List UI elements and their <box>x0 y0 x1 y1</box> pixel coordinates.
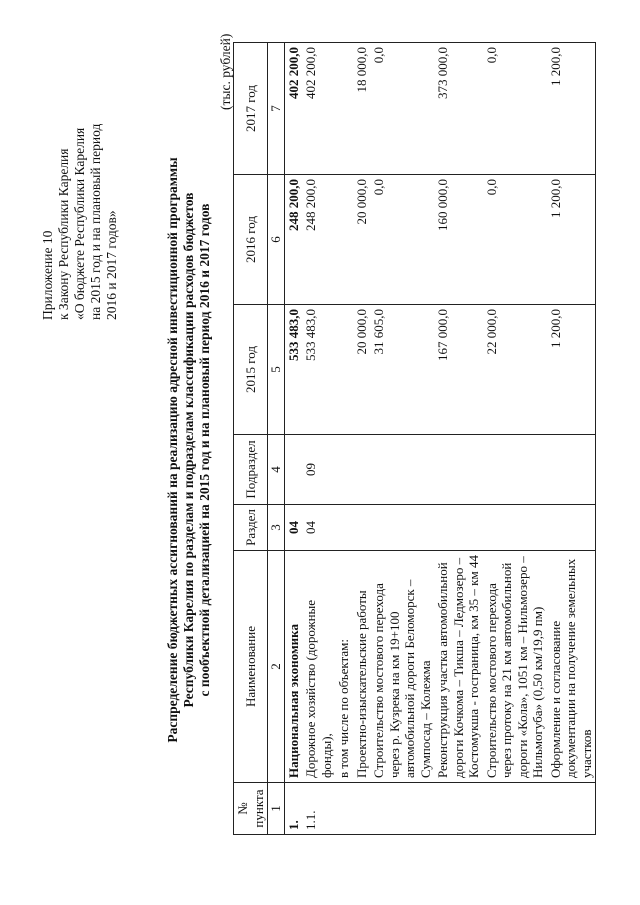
row-2016: 160 000,0 <box>434 175 483 305</box>
row-section <box>370 505 434 551</box>
appendix-line: Приложение 10 <box>40 230 55 320</box>
row-num: 1. <box>284 783 302 835</box>
col-number: 3 <box>268 505 285 551</box>
column-number-row <box>268 43 285 835</box>
table-row <box>353 43 371 835</box>
row-num <box>353 783 371 835</box>
row-subsection <box>370 435 434 505</box>
row-name: в том числе по объектам: <box>335 551 353 783</box>
table-row <box>547 43 596 835</box>
row-subsection <box>353 435 371 505</box>
row-2017: 373 000,0 <box>434 43 483 175</box>
row-num <box>335 783 353 835</box>
row-2017: 18 000,0 <box>353 43 371 175</box>
row-2016: 248 200,0 <box>302 175 335 305</box>
row-name: Оформление и согласование документации на получение земельных участков <box>547 551 596 783</box>
col-number: 7 <box>268 43 285 175</box>
table-row <box>335 43 353 835</box>
header-2017: 2017 год <box>234 43 268 175</box>
row-section: 04 <box>302 505 335 551</box>
table-row <box>370 43 434 835</box>
table-row <box>483 43 547 835</box>
row-name: Реконструкция участка автомобильной дороги Кочкома – Тикша – Ледмозеро – Костомукша - госграница, км 35 – км 44 <box>434 551 483 783</box>
row-2017 <box>335 43 353 175</box>
header-2015: 2015 год <box>234 305 268 435</box>
row-subsection <box>284 435 302 505</box>
row-section <box>335 505 353 551</box>
row-name: Дорожное хозяйство (дорожные фонды), <box>302 551 335 783</box>
row-2016 <box>335 175 353 305</box>
col-number: 6 <box>268 175 285 305</box>
row-name: Национальная экономика <box>284 551 302 783</box>
header-2016: 2016 год <box>234 175 268 305</box>
row-section <box>353 505 371 551</box>
row-subsection <box>483 435 547 505</box>
table-row <box>434 43 483 835</box>
row-2016: 0,0 <box>483 175 547 305</box>
appendix-line: на 2015 год и на плановый период <box>88 123 103 320</box>
row-2016: 20 000,0 <box>353 175 371 305</box>
header-num: № пункта <box>234 783 268 835</box>
row-subsection <box>434 435 483 505</box>
row-subsection: 09 <box>302 435 335 505</box>
col-number: 5 <box>268 305 285 435</box>
header-subsection: Подраздел <box>234 435 268 505</box>
header-name: Наименование <box>234 551 268 783</box>
row-2015: 20 000,0 <box>353 305 371 435</box>
col-number: 1 <box>268 783 285 835</box>
row-2015: 533 483,0 <box>284 305 302 435</box>
row-2015 <box>335 305 353 435</box>
row-2015: 31 605,0 <box>370 305 434 435</box>
row-section <box>434 505 483 551</box>
title-line: Распределение бюджетных ассигнований на реализацию адресной инвестиционной программы <box>165 157 180 743</box>
table-header-row <box>234 43 268 835</box>
row-2017: 1 200,0 <box>547 43 596 175</box>
row-2017: 402 200,0 <box>284 43 302 175</box>
row-2015: 1 200,0 <box>547 305 596 435</box>
row-num <box>483 783 547 835</box>
row-2016: 1 200,0 <box>547 175 596 305</box>
row-2015: 22 000,0 <box>483 305 547 435</box>
col-number: 2 <box>268 551 285 783</box>
budget-table <box>233 42 596 835</box>
table-row <box>284 43 302 835</box>
row-2015: 167 000,0 <box>434 305 483 435</box>
row-section: 04 <box>284 505 302 551</box>
row-name: Строительство мостового перехода через р. Кузрека на км 19+100 автомобильной дороги Беломорск – Сумпосад – Колежма <box>370 551 434 783</box>
row-2016: 0,0 <box>370 175 434 305</box>
row-2017: 402 200,0 <box>302 43 335 175</box>
row-name: Проектно-изыскательские работы <box>353 551 371 783</box>
appendix-line: 2016 и 2017 годов» <box>104 210 119 320</box>
row-subsection <box>335 435 353 505</box>
appendix-line: к Закону Республики Карелия <box>56 148 71 320</box>
row-num <box>370 783 434 835</box>
appendix-line: «О бюджете Республики Карелия <box>72 127 87 320</box>
appendix-caption <box>40 40 120 320</box>
row-2017: 0,0 <box>370 43 434 175</box>
row-2016: 248 200,0 <box>284 175 302 305</box>
table-row <box>302 43 335 835</box>
row-2017: 0,0 <box>483 43 547 175</box>
row-num: 1.1. <box>302 783 335 835</box>
row-section <box>547 505 596 551</box>
row-num <box>547 783 596 835</box>
row-name: Строительство мостового перехода через протоку на 21 км автомобильной дороги «Кола», 1051 км – Нильмозеро – Нильмогуба» (0,50 км/19,9 пм) <box>483 551 547 783</box>
title-line: Республики Карелия по разделам и подразделам классификации расходов бюджетов <box>181 192 196 708</box>
header-section: Раздел <box>234 505 268 551</box>
units-label: (тыс. рублей) <box>218 33 233 110</box>
row-2015: 533 483,0 <box>302 305 335 435</box>
row-subsection <box>547 435 596 505</box>
row-section <box>483 505 547 551</box>
title-line: с пообъектной детализацией на 2015 год и на плановый период 2016 и 2017 годов <box>197 203 212 697</box>
col-number: 4 <box>268 435 285 505</box>
document-title <box>165 90 213 810</box>
row-num <box>434 783 483 835</box>
